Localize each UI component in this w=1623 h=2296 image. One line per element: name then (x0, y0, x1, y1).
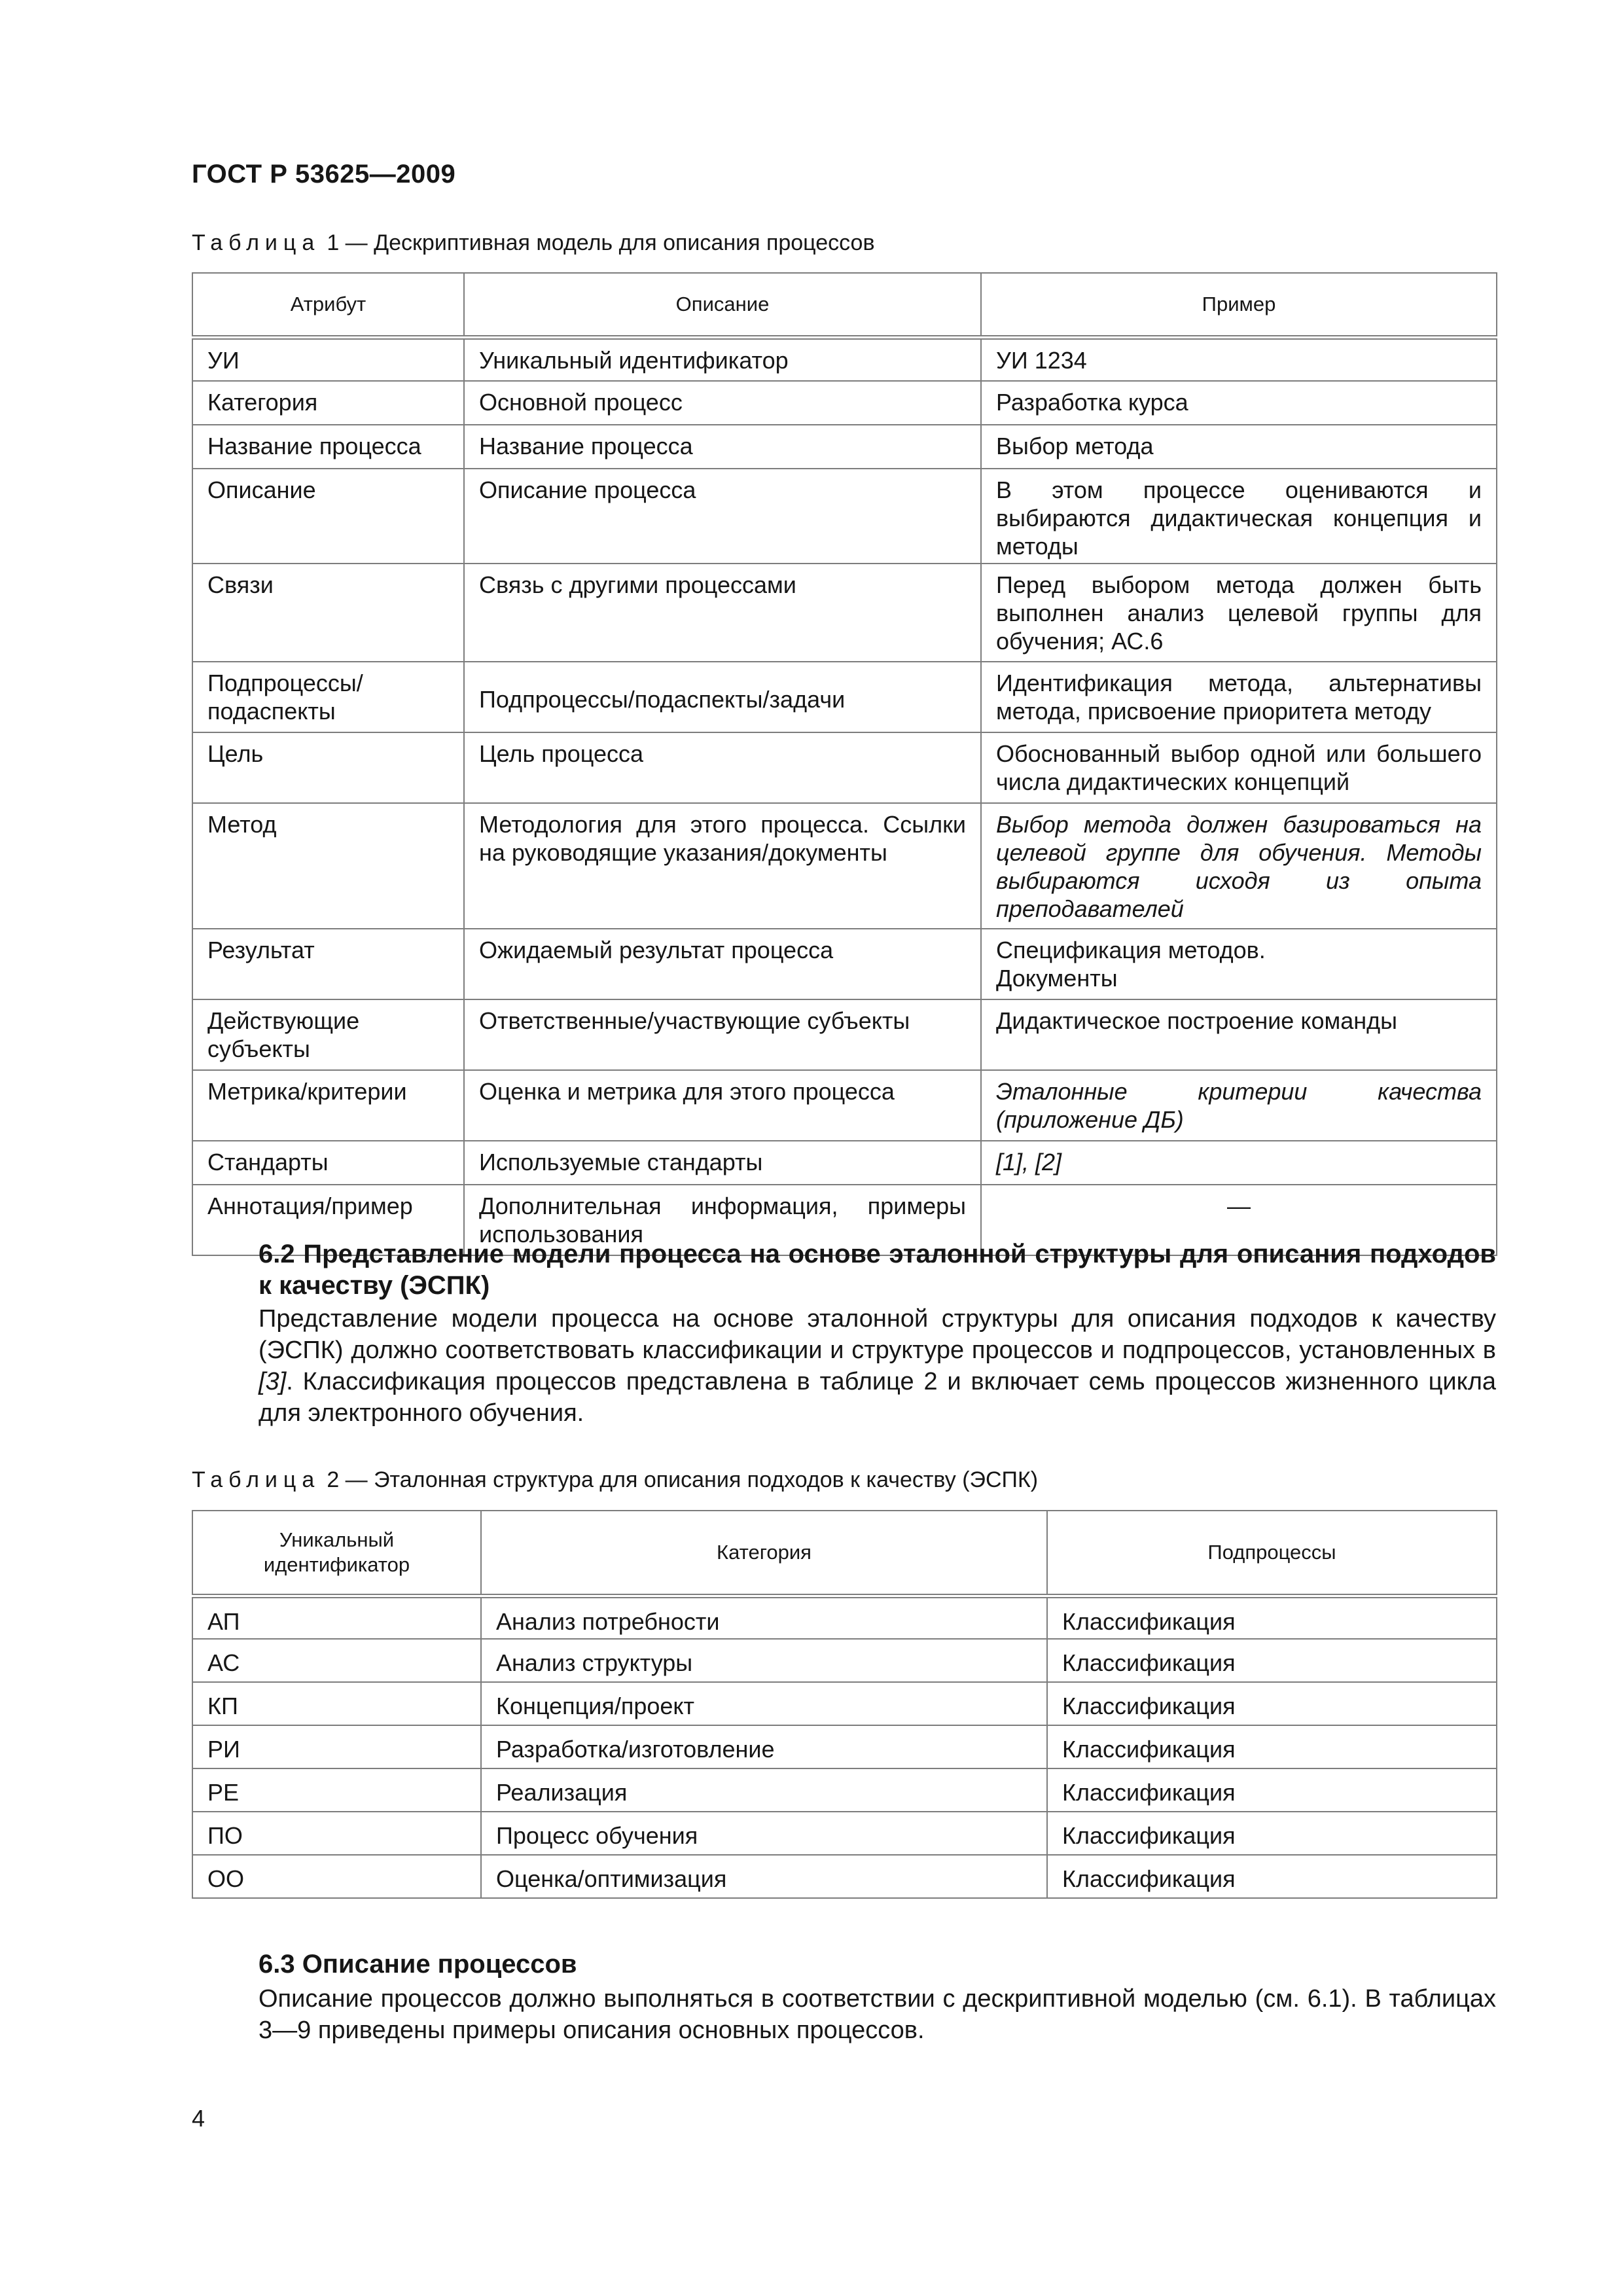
table-cell: Описание процесса (464, 469, 981, 564)
table-cell: РИ (192, 1725, 481, 1768)
table-cell: Разработка/изготовление (481, 1725, 1047, 1768)
table-row (192, 803, 1497, 929)
section-6-3-paragraph: Описание процессов должно выполняться в соответствии с дескриптивной моделью (см. 6.1). В таблицах 3—9 приведены примеры описания основных процессов. (259, 1985, 1496, 2044)
table-cell: РЕ (192, 1768, 481, 1812)
table-cell: Разработка курса (981, 381, 1497, 425)
descriptive-model-table (192, 272, 1497, 1256)
table2-header-category: Категория (481, 1511, 1047, 1596)
standard-designation: ГОСТ Р 53625—2009 (192, 160, 456, 188)
table-cell: Классификация (1047, 1596, 1497, 1639)
table-cell: АС (192, 1639, 481, 1682)
table2-header-subprocesses: Подпроцессы (1047, 1511, 1497, 1596)
page-number: 4 (192, 2105, 205, 2132)
table1-header-attribute: Атрибут (192, 273, 464, 337)
table-cell: Аннотация/пример (192, 1185, 464, 1255)
table-cell: ПО (192, 1812, 481, 1855)
table-cell: Метрика/критерии (192, 1070, 464, 1141)
section-6-2-heading: 6.2 Представление модели процесса на основе эталонной структуры для описания подходов к качеству (ЭСПК) (259, 1240, 1496, 1300)
paragraph-text-start: Представление модели процесса на основе эталонной структуры для описания подходов к качеству (ЭСПК) должно соответствовать классификации и структуре процессов и подпроцессов, установленных в (259, 1305, 1496, 1364)
table-cell: Ответственные/участвующие субъекты (464, 999, 981, 1070)
table-cell: Метод (192, 803, 464, 929)
section-6-2-paragraph (192, 1303, 1496, 1429)
table-cell: Категория (192, 381, 464, 425)
table-row (192, 381, 1497, 425)
table-cell: Концепция/проект (481, 1682, 1047, 1725)
table-row (192, 1070, 1497, 1141)
table1-caption (192, 230, 875, 256)
table-cell: Спецификация методов. Документы (981, 929, 1497, 999)
table-cell: Классификация (1047, 1768, 1497, 1812)
table-cell: Используемые стандарты (464, 1141, 981, 1185)
table-cell: Описание (192, 469, 464, 564)
table-cell: Классификация (1047, 1855, 1497, 1898)
table-row (192, 425, 1497, 469)
table-cell: Обоснованный выбор одной или большего числа дидактических концепций (981, 732, 1497, 803)
table-cell: Оценка и метрика для этого процесса (464, 1070, 981, 1141)
table-cell: Эталонные критерии качества (приложение ДБ) (981, 1070, 1497, 1141)
table-cell: Связь с другими процессами (464, 564, 981, 662)
table-cell: Связи (192, 564, 464, 662)
table-cell: Дидактическое построение команды (981, 999, 1497, 1070)
table-row (192, 564, 1497, 662)
reference-framework-table (192, 1510, 1497, 1899)
table-cell: Методология для этого процесса. Ссылки на руководящие указания/документы (464, 803, 981, 929)
table-cell: УИ (192, 337, 464, 381)
table-cell: ОО (192, 1855, 481, 1898)
table-row (192, 662, 1497, 732)
table-cell: — (981, 1185, 1497, 1255)
table-cell: УИ 1234 (981, 337, 1497, 381)
table-row (192, 1141, 1497, 1185)
table2-caption-text: 2 — Эталонная структура для описания подходов к качеству (ЭСПК) (327, 1467, 1039, 1492)
paragraph-text-end: . Классификация процессов представлена в таблице 2 и включает семь процессов жизненного цикла для электронного обучения. (259, 1368, 1496, 1427)
table-cell: КП (192, 1682, 481, 1725)
table-cell: Цель (192, 732, 464, 803)
table-cell: Название процесса (192, 425, 464, 469)
table-cell: В этом процессе оцениваются и выбираются дидактическая концепция и методы (981, 469, 1497, 564)
table-cell: Реализация (481, 1768, 1047, 1812)
table2-header-identifier: Уникальный идентификатор (192, 1511, 481, 1596)
table-cell: Цель процесса (464, 732, 981, 803)
table-cell: Анализ потребности (481, 1596, 1047, 1639)
table1-caption-text: 1 — Дескриптивная модель для описания процессов (327, 230, 875, 255)
table-cell: АП (192, 1596, 481, 1639)
table-cell: Анализ структуры (481, 1639, 1047, 1682)
table-row (192, 1812, 1497, 1855)
table-cell: Уникальный идентификатор (464, 337, 981, 381)
section-6-3-heading: 6.3 Описание процессов (259, 1950, 577, 1979)
table-row (192, 929, 1497, 999)
table-cell: Подпроцессы/подаспекты/задачи (464, 662, 981, 732)
table-row (192, 732, 1497, 803)
table-cell: Выбор метода должен базироваться на целевой группе для обучения. Методы выбираются исходя из опыта преподавателей (981, 803, 1497, 929)
table-cell: Основной процесс (464, 381, 981, 425)
table1-caption-prefix: Таблица (192, 230, 321, 255)
table-cell: Классификация (1047, 1812, 1497, 1855)
table-cell: Стандарты (192, 1141, 464, 1185)
table-cell: Перед выбором метода должен быть выполнен анализ целевой группы для обучения; АС.6 (981, 564, 1497, 662)
table-row (192, 1725, 1497, 1768)
table-cell: Классификация (1047, 1639, 1497, 1682)
table-cell: Классификация (1047, 1682, 1497, 1725)
table-cell: Оценка/оптимизация (481, 1855, 1047, 1898)
table2-caption (192, 1467, 1038, 1493)
table-cell: Результат (192, 929, 464, 999)
table1-header-example: Пример (981, 273, 1497, 337)
table-row (192, 1855, 1497, 1898)
table-cell: Процесс обучения (481, 1812, 1047, 1855)
table1-header-description: Описание (464, 273, 981, 337)
table2-caption-prefix: Таблица (192, 1467, 321, 1492)
table-row (192, 469, 1497, 564)
table-cell: Идентификация метода, альтернативы метода, присвоение приоритета методу (981, 662, 1497, 732)
table2-header-row (192, 1511, 1497, 1596)
table-cell: Название процесса (464, 425, 981, 469)
reference-link: [3] (259, 1368, 287, 1395)
table-row (192, 999, 1497, 1070)
table-cell: Действующие субъекты (192, 999, 464, 1070)
table-row (192, 1596, 1497, 1639)
table-cell: [1], [2] (981, 1141, 1497, 1185)
table-cell: Классификация (1047, 1725, 1497, 1768)
table-row (192, 337, 1497, 381)
table-row (192, 1639, 1497, 1682)
table-row (192, 1768, 1497, 1812)
table-cell: Ожидаемый результат процесса (464, 929, 981, 999)
table-cell: Дополнительная информация, примеры использования (464, 1185, 981, 1255)
table-row (192, 1682, 1497, 1725)
table1-header-row (192, 273, 1497, 337)
table-cell: Подпроцессы/подаспекты (192, 662, 464, 732)
table-cell: Выбор метода (981, 425, 1497, 469)
